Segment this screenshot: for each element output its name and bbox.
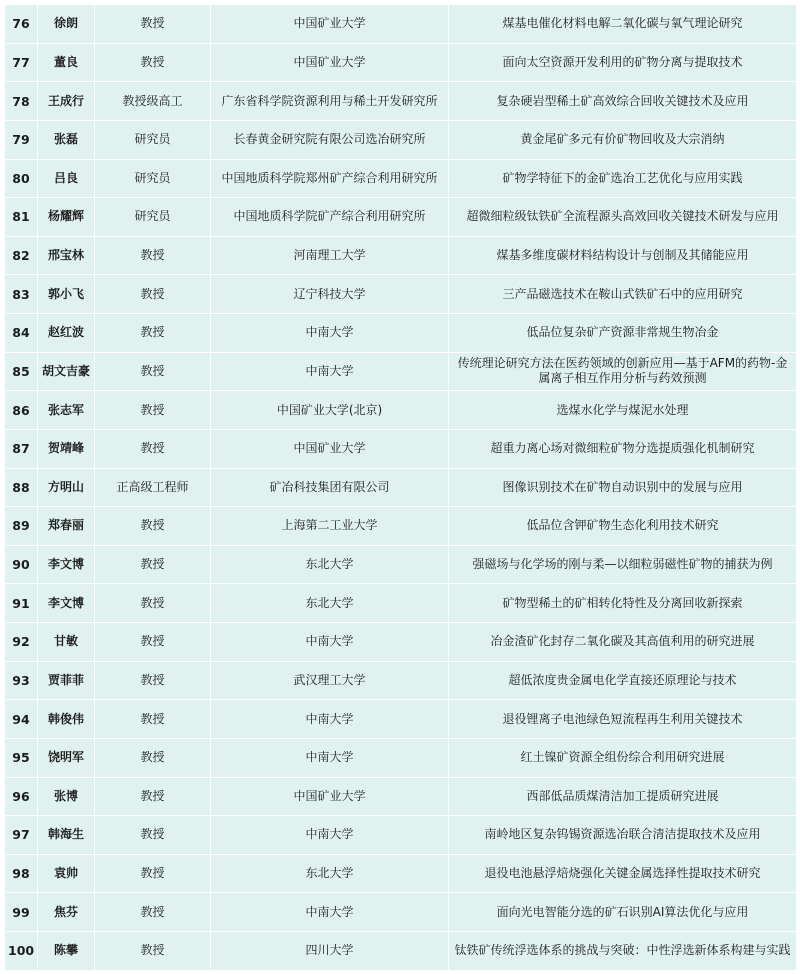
table-row (5, 468, 797, 507)
speaker-organization: 中南大学 (211, 738, 449, 777)
table-row (5, 236, 797, 275)
speaker-title: 教授 (95, 777, 211, 816)
speaker-title: 教授 (95, 700, 211, 739)
speaker-name: 韩海生 (38, 816, 95, 855)
speaker-organization: 中南大学 (211, 623, 449, 662)
row-number: 91 (5, 584, 38, 623)
speaker-title: 教授 (95, 584, 211, 623)
row-number: 96 (5, 777, 38, 816)
speaker-name: 甘敏 (38, 623, 95, 662)
speaker-title: 教授 (95, 236, 211, 275)
table-row (5, 120, 797, 159)
table-row (5, 82, 797, 121)
talk-topic: 低品位复杂矿产资源非常规生物冶金 (449, 314, 797, 353)
speaker-name: 李文博 (38, 584, 95, 623)
speaker-name: 焦芬 (38, 893, 95, 932)
table-row (5, 43, 797, 82)
table-row (5, 545, 797, 584)
speaker-name: 郑春丽 (38, 507, 95, 546)
row-number: 85 (5, 352, 38, 391)
talk-topic: 红土镍矿资源全组份综合利用研究进展 (449, 738, 797, 777)
talk-topic: 三产品磁选技术在鞍山式铁矿石中的应用研究 (449, 275, 797, 314)
speaker-organization: 中南大学 (211, 352, 449, 391)
speaker-organization: 广东省科学院资源利用与稀土开发研究所 (211, 82, 449, 121)
table-row (5, 159, 797, 198)
speaker-organization: 中国矿业大学(北京) (211, 391, 449, 430)
speaker-title: 教授 (95, 43, 211, 82)
speaker-title: 教授 (95, 429, 211, 468)
speaker-organization: 中国地质科学院矿产综合利用研究所 (211, 198, 449, 237)
row-number: 99 (5, 893, 38, 932)
talk-topic: 复杂硬岩型稀土矿高效综合回收关键技术及应用 (449, 82, 797, 121)
speaker-name: 徐朗 (38, 5, 95, 44)
speaker-organization: 中南大学 (211, 816, 449, 855)
talk-topic: 面向光电智能分选的矿石识别AI算法优化与应用 (449, 893, 797, 932)
talk-topic: 图像识别技术在矿物自动识别中的发展与应用 (449, 468, 797, 507)
talk-topic: 南岭地区复杂钨锡资源选冶联合清洁提取技术及应用 (449, 816, 797, 855)
speaker-name: 袁帅 (38, 854, 95, 893)
table-row (5, 700, 797, 739)
speaker-organization: 东北大学 (211, 545, 449, 584)
row-number: 97 (5, 816, 38, 855)
talk-topic: 西部低品质煤清洁加工提质研究进展 (449, 777, 797, 816)
speaker-title: 教授 (95, 275, 211, 314)
row-number: 100 (5, 932, 38, 971)
speaker-name: 方明山 (38, 468, 95, 507)
row-number: 94 (5, 700, 38, 739)
speaker-title: 正高级工程师 (95, 468, 211, 507)
table-row (5, 623, 797, 662)
row-number: 92 (5, 623, 38, 662)
speaker-title: 教授 (95, 661, 211, 700)
talk-topic: 强磁场与化学场的刚与柔—以细粒弱磁性矿物的捕获为例 (449, 545, 797, 584)
row-number: 80 (5, 159, 38, 198)
row-number: 76 (5, 5, 38, 44)
speaker-organization: 武汉理工大学 (211, 661, 449, 700)
talk-topic: 超重力离心场对微细粒矿物分选提质强化机制研究 (449, 429, 797, 468)
row-number: 78 (5, 82, 38, 121)
talk-topic: 超微细粒级钛铁矿全流程源头高效回收关键技术研发与应用 (449, 198, 797, 237)
talk-topic: 低品位含钾矿物生态化利用技术研究 (449, 507, 797, 546)
row-number: 88 (5, 468, 38, 507)
speaker-name: 王成行 (38, 82, 95, 121)
table-row (5, 314, 797, 353)
row-number: 81 (5, 198, 38, 237)
table-row (5, 352, 797, 391)
table-row (5, 932, 797, 971)
speaker-name: 邢宝林 (38, 236, 95, 275)
speaker-title: 教授 (95, 545, 211, 584)
speaker-organization: 东北大学 (211, 854, 449, 893)
table-row (5, 5, 797, 44)
speaker-title: 教授 (95, 623, 211, 662)
talk-topic: 矿物型稀土的矿相转化特性及分离回收新探索 (449, 584, 797, 623)
speaker-organization: 中国地质科学院郑州矿产综合利用研究所 (211, 159, 449, 198)
row-number: 90 (5, 545, 38, 584)
speaker-title: 教授 (95, 932, 211, 971)
row-number: 79 (5, 120, 38, 159)
table-row (5, 275, 797, 314)
speaker-table-body (5, 5, 797, 971)
speaker-table (4, 4, 797, 971)
speaker-title: 教授 (95, 738, 211, 777)
talk-topic: 传统理论研究方法在医药领域的创新应用—基于AFM的药物-金属离子相互作用分析与药效预测 (449, 352, 797, 391)
speaker-organization: 中国矿业大学 (211, 5, 449, 44)
table-row (5, 429, 797, 468)
speaker-organization: 上海第二工业大学 (211, 507, 449, 546)
speaker-organization: 东北大学 (211, 584, 449, 623)
row-number: 83 (5, 275, 38, 314)
speaker-name: 韩俊伟 (38, 700, 95, 739)
speaker-title: 教授 (95, 507, 211, 546)
speaker-organization: 中国矿业大学 (211, 43, 449, 82)
table-row (5, 738, 797, 777)
speaker-title: 教授 (95, 314, 211, 353)
talk-topic: 面向太空资源开发利用的矿物分离与提取技术 (449, 43, 797, 82)
row-number: 87 (5, 429, 38, 468)
row-number: 84 (5, 314, 38, 353)
talk-topic: 钛铁矿传统浮选体系的挑战与突破：中性浮选新体系构建与实践 (449, 932, 797, 971)
speaker-organization: 中南大学 (211, 314, 449, 353)
speaker-name: 张博 (38, 777, 95, 816)
speaker-organization: 中国矿业大学 (211, 777, 449, 816)
speaker-name: 张志军 (38, 391, 95, 430)
talk-topic: 超低浓度贵金属电化学直接还原理论与技术 (449, 661, 797, 700)
table-row (5, 854, 797, 893)
speaker-name: 胡文吉豪 (38, 352, 95, 391)
speaker-organization: 中南大学 (211, 893, 449, 932)
speaker-name: 李文博 (38, 545, 95, 584)
row-number: 95 (5, 738, 38, 777)
speaker-title: 研究员 (95, 198, 211, 237)
row-number: 77 (5, 43, 38, 82)
talk-topic: 选煤水化学与煤泥水处理 (449, 391, 797, 430)
row-number: 93 (5, 661, 38, 700)
speaker-organization: 长春黄金研究院有限公司选冶研究所 (211, 120, 449, 159)
speaker-title: 教授 (95, 5, 211, 44)
table-row (5, 777, 797, 816)
speaker-organization: 河南理工大学 (211, 236, 449, 275)
talk-topic: 矿物学特征下的金矿选冶工艺优化与应用实践 (449, 159, 797, 198)
table-row (5, 391, 797, 430)
row-number: 89 (5, 507, 38, 546)
speaker-name: 赵红波 (38, 314, 95, 353)
speaker-title: 教授级高工 (95, 82, 211, 121)
speaker-organization: 中国矿业大学 (211, 429, 449, 468)
speaker-name: 陈攀 (38, 932, 95, 971)
speaker-name: 杨耀辉 (38, 198, 95, 237)
row-number: 82 (5, 236, 38, 275)
speaker-title: 教授 (95, 893, 211, 932)
speaker-title: 教授 (95, 854, 211, 893)
speaker-name: 董良 (38, 43, 95, 82)
speaker-organization: 辽宁科技大学 (211, 275, 449, 314)
speaker-name: 饶明军 (38, 738, 95, 777)
talk-topic: 黄金尾矿多元有价矿物回收及大宗消纳 (449, 120, 797, 159)
talk-topic: 煤基多维度碳材料结构设计与创制及其储能应用 (449, 236, 797, 275)
speaker-organization: 矿冶科技集团有限公司 (211, 468, 449, 507)
speaker-name: 贺靖峰 (38, 429, 95, 468)
table-row (5, 507, 797, 546)
speaker-organization: 中南大学 (211, 700, 449, 739)
speaker-title: 教授 (95, 352, 211, 391)
table-row (5, 661, 797, 700)
talk-topic: 退役锂离子电池绿色短流程再生利用关键技术 (449, 700, 797, 739)
row-number: 98 (5, 854, 38, 893)
speaker-name: 郭小飞 (38, 275, 95, 314)
speaker-title: 教授 (95, 391, 211, 430)
speaker-name: 吕良 (38, 159, 95, 198)
speaker-title: 研究员 (95, 120, 211, 159)
table-row (5, 198, 797, 237)
talk-topic: 煤基电催化材料电解二氧化碳与氧气理论研究 (449, 5, 797, 44)
table-row (5, 816, 797, 855)
talk-topic: 冶金渣矿化封存二氧化碳及其高值利用的研究进展 (449, 623, 797, 662)
speaker-organization: 四川大学 (211, 932, 449, 971)
table-row (5, 893, 797, 932)
speaker-title: 研究员 (95, 159, 211, 198)
speaker-name: 张磊 (38, 120, 95, 159)
table-row (5, 584, 797, 623)
row-number: 86 (5, 391, 38, 430)
talk-topic: 退役电池悬浮焙烧强化关键金属选择性提取技术研究 (449, 854, 797, 893)
speaker-name: 贾菲菲 (38, 661, 95, 700)
speaker-title: 教授 (95, 816, 211, 855)
